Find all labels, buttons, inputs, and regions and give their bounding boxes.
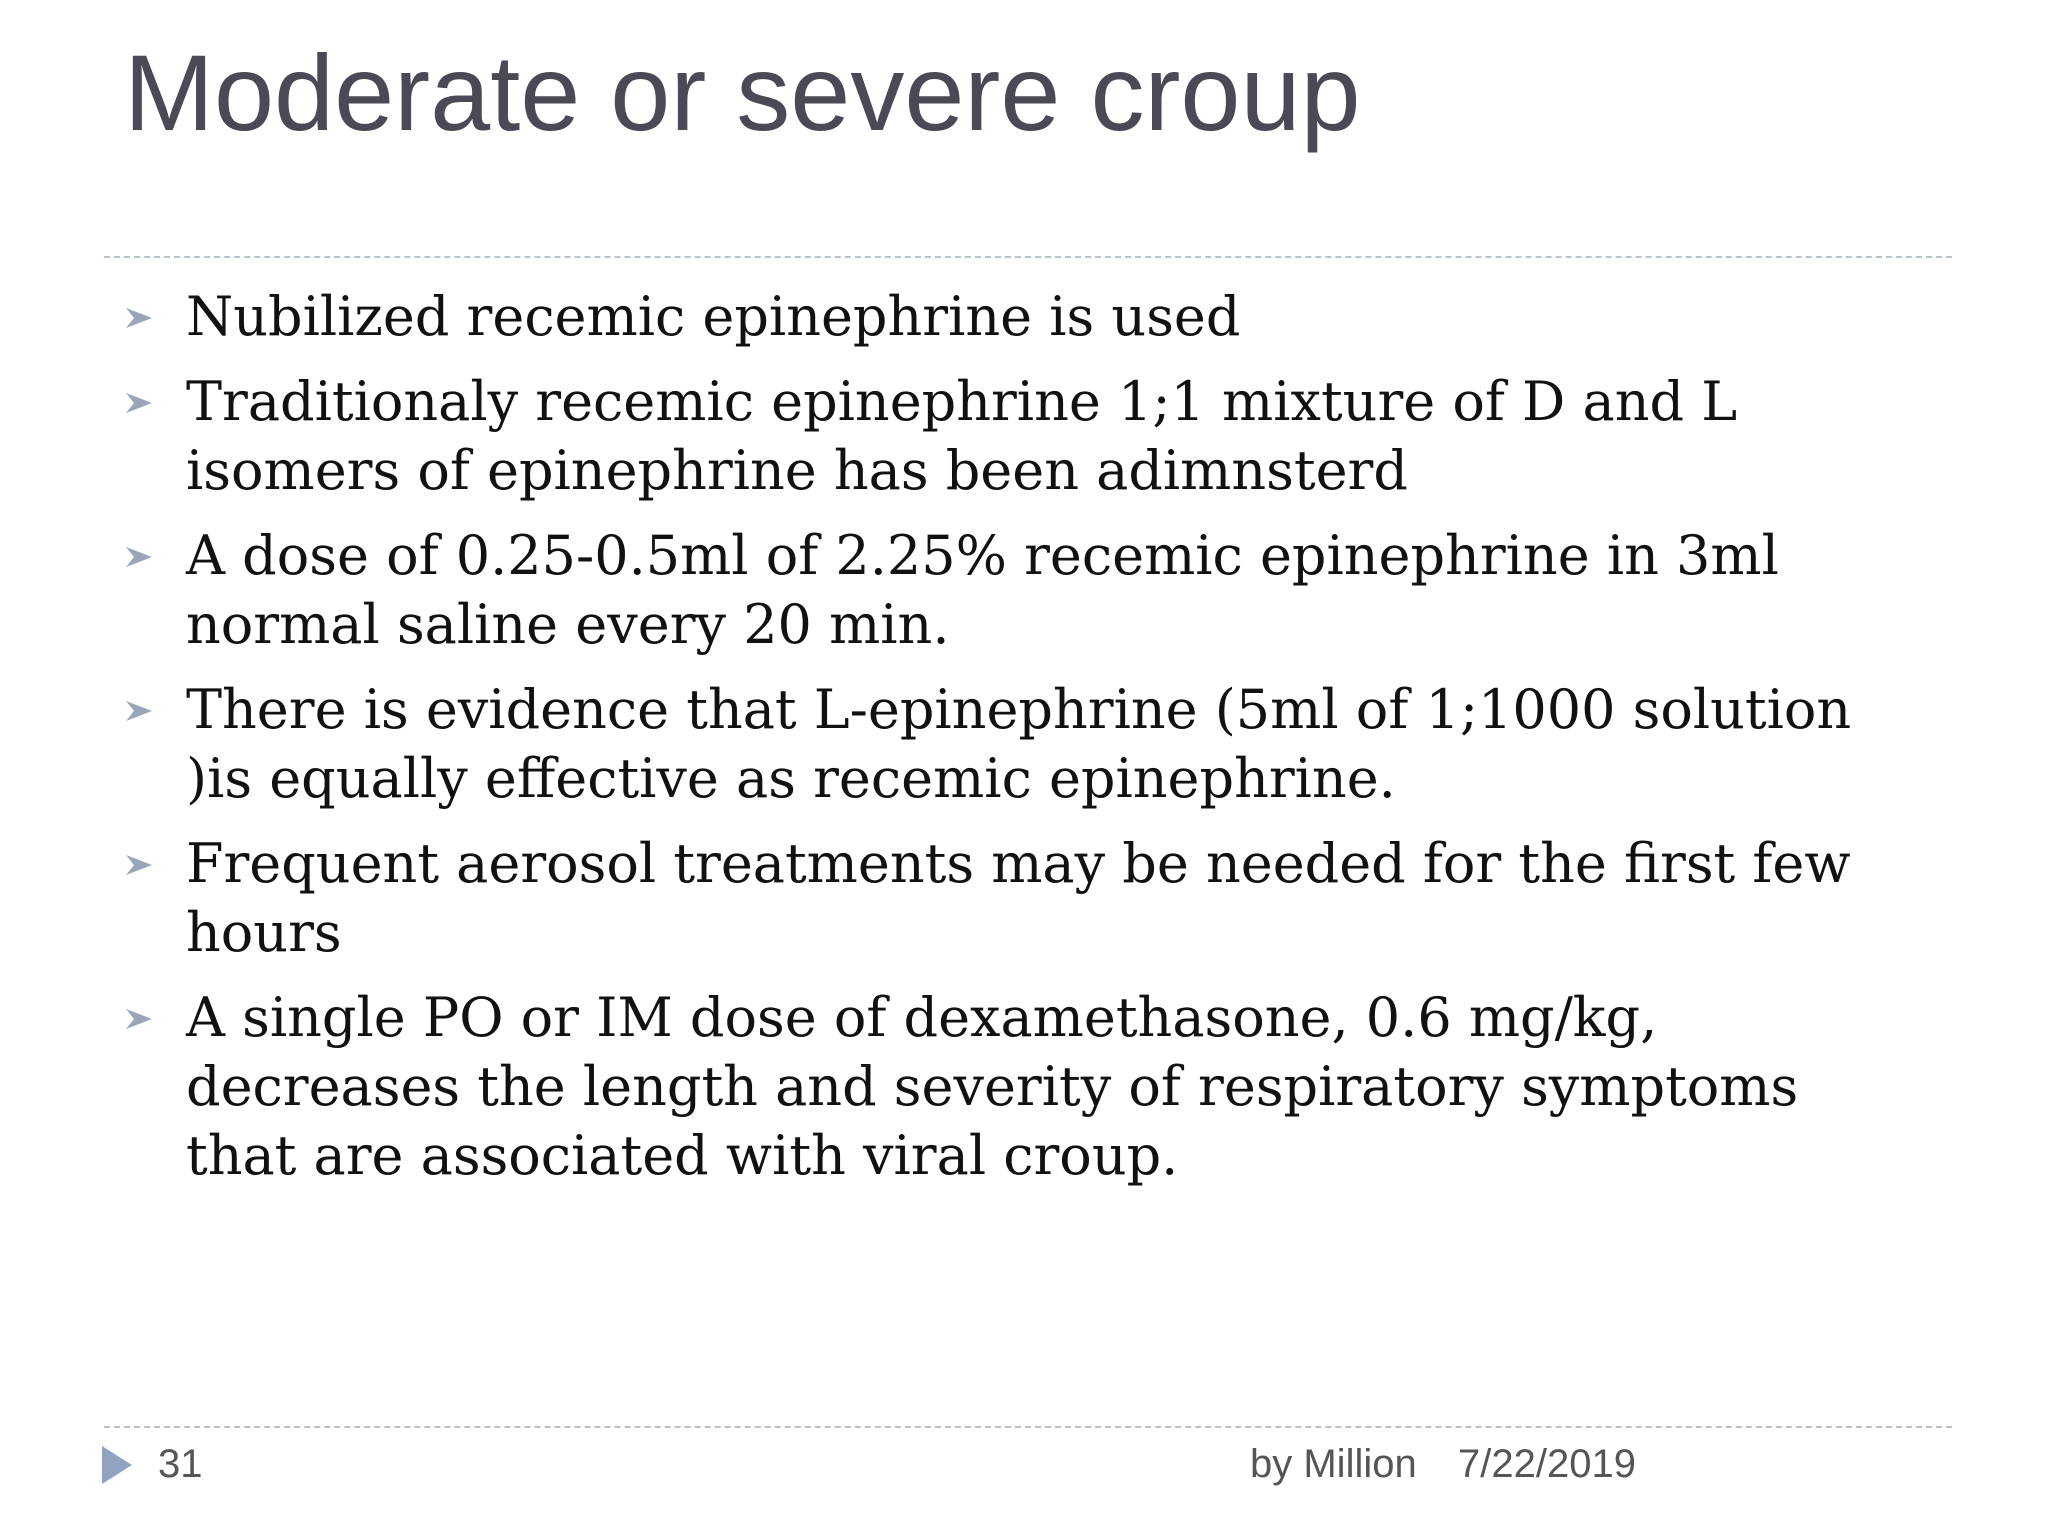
arrowhead-bullet-icon	[124, 853, 154, 877]
bullet-text: Traditionaly recemic epinephrine 1;1 mixture of D and L isomers of epinephrine has been adimnsterd	[186, 370, 1738, 502]
title-divider	[104, 256, 1952, 258]
bullet-text: A single PO or IM dose of dexamethasone, 0.6 mg/kg, decreases the length and severity of respiratory symptoms that are associated with viral croup.	[186, 986, 1799, 1187]
bullet-item	[124, 521, 1924, 659]
arrowhead-bullet-icon	[124, 699, 154, 723]
slide-number: 31	[158, 1442, 203, 1486]
bullet-item	[124, 829, 1924, 967]
footer-divider	[104, 1426, 1952, 1428]
arrowhead-bullet-icon	[124, 1007, 154, 1031]
arrowhead-bullet-icon	[124, 545, 154, 569]
triangle-right-icon	[100, 1444, 134, 1486]
bullet-item	[124, 282, 1924, 351]
footer-author: by Million	[1250, 1442, 1417, 1486]
footer-date: 7/22/2019	[1458, 1442, 1636, 1486]
bullet-item	[124, 983, 1924, 1190]
arrowhead-bullet-icon	[124, 306, 154, 330]
bullet-text: A dose of 0.25-0.5ml of 2.25% recemic epinephrine in 3ml normal saline every 20 min.	[186, 524, 1779, 656]
slide-title: Moderate or severe croup	[124, 32, 1361, 153]
bullet-item	[124, 675, 1924, 813]
arrowhead-bullet-icon	[124, 391, 154, 415]
bullet-list	[124, 282, 1924, 1206]
bullet-item	[124, 367, 1924, 505]
bullet-text: There is evidence that L-epinephrine (5ml of 1;1000 solution )is equally effective as recemic epinephrine.	[186, 678, 1852, 810]
bullet-text: Nubilized recemic epinephrine is used	[186, 285, 1241, 348]
bullet-text: Frequent aerosol treatments may be needed for the first few hours	[186, 832, 1851, 964]
